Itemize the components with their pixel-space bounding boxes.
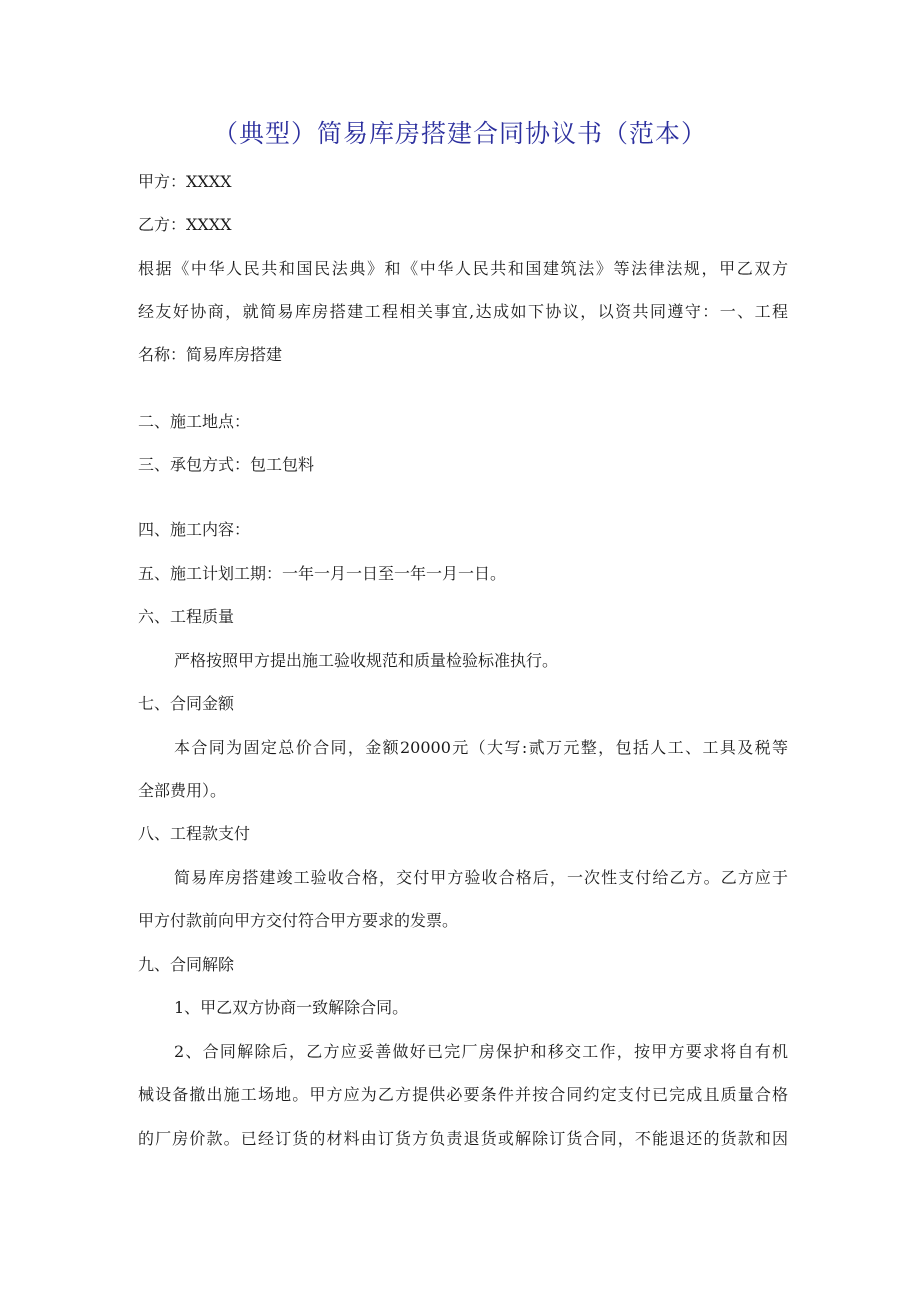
section-heading: 三、承包方式：包工包料 <box>138 455 315 474</box>
section-heading: 二、施工地点： <box>138 412 251 431</box>
paragraph-line: 的厂房价款。已经订货的材料由订货方负责退货或解除订货合同，不能退还的货款和因 <box>138 1129 788 1148</box>
paragraph-line: 械设备撤出施工场地。甲方应为乙方提供必要条件并按合同约定支付已完成且质量合格 <box>138 1085 788 1104</box>
section-heading: 五、施工计划工期：一年一月一日至一年一月一日。 <box>138 564 507 583</box>
paragraph-line: 2、合同解除后，乙方应妥善做好已完厂房保护和移交工作，按甲方要求将自有机 <box>174 1042 788 1061</box>
paragraph-line: 1、甲乙双方协商一致解除合同。 <box>174 998 409 1017</box>
party-a: 甲方：XXXX <box>138 172 232 191</box>
paragraph-line: 简易库房搭建竣工验收合格，交付甲方验收合格后，一次性支付给乙方。乙方应于 <box>174 868 788 887</box>
paragraph-line: 甲方付款前向甲方交付符合甲方要求的发票。 <box>138 911 459 930</box>
section-heading: 六、工程质量 <box>138 607 235 626</box>
section-heading: 七、合同金额 <box>138 694 235 713</box>
intro-line: 名称：简易库房搭建 <box>138 345 283 364</box>
paragraph-line: 本合同为固定总价合同，金额20000元（大写:贰万元整，包括人工、工具及税等 <box>174 738 788 757</box>
document-title: （典型）简易库房搭建合同协议书（范本） <box>212 119 707 148</box>
party-b: 乙方：XXXX <box>138 215 232 234</box>
intro-line: 根据《中华人民共和国民法典》和《中华人民共和国建筑法》等法律法规，甲乙双方 <box>138 259 788 278</box>
paragraph-line: 全部费用）。 <box>138 781 227 800</box>
section-heading: 八、工程款支付 <box>138 824 251 843</box>
paragraph-line: 严格按照甲方提出施工验收规范和质量检验标准执行。 <box>174 651 559 670</box>
section-heading: 九、合同解除 <box>138 955 235 974</box>
intro-line: 经友好协商，就简易库房搭建工程相关事宜,达成如下协议，以资共同遵守：一、工程 <box>138 302 788 321</box>
section-heading: 四、施工内容： <box>138 520 251 539</box>
